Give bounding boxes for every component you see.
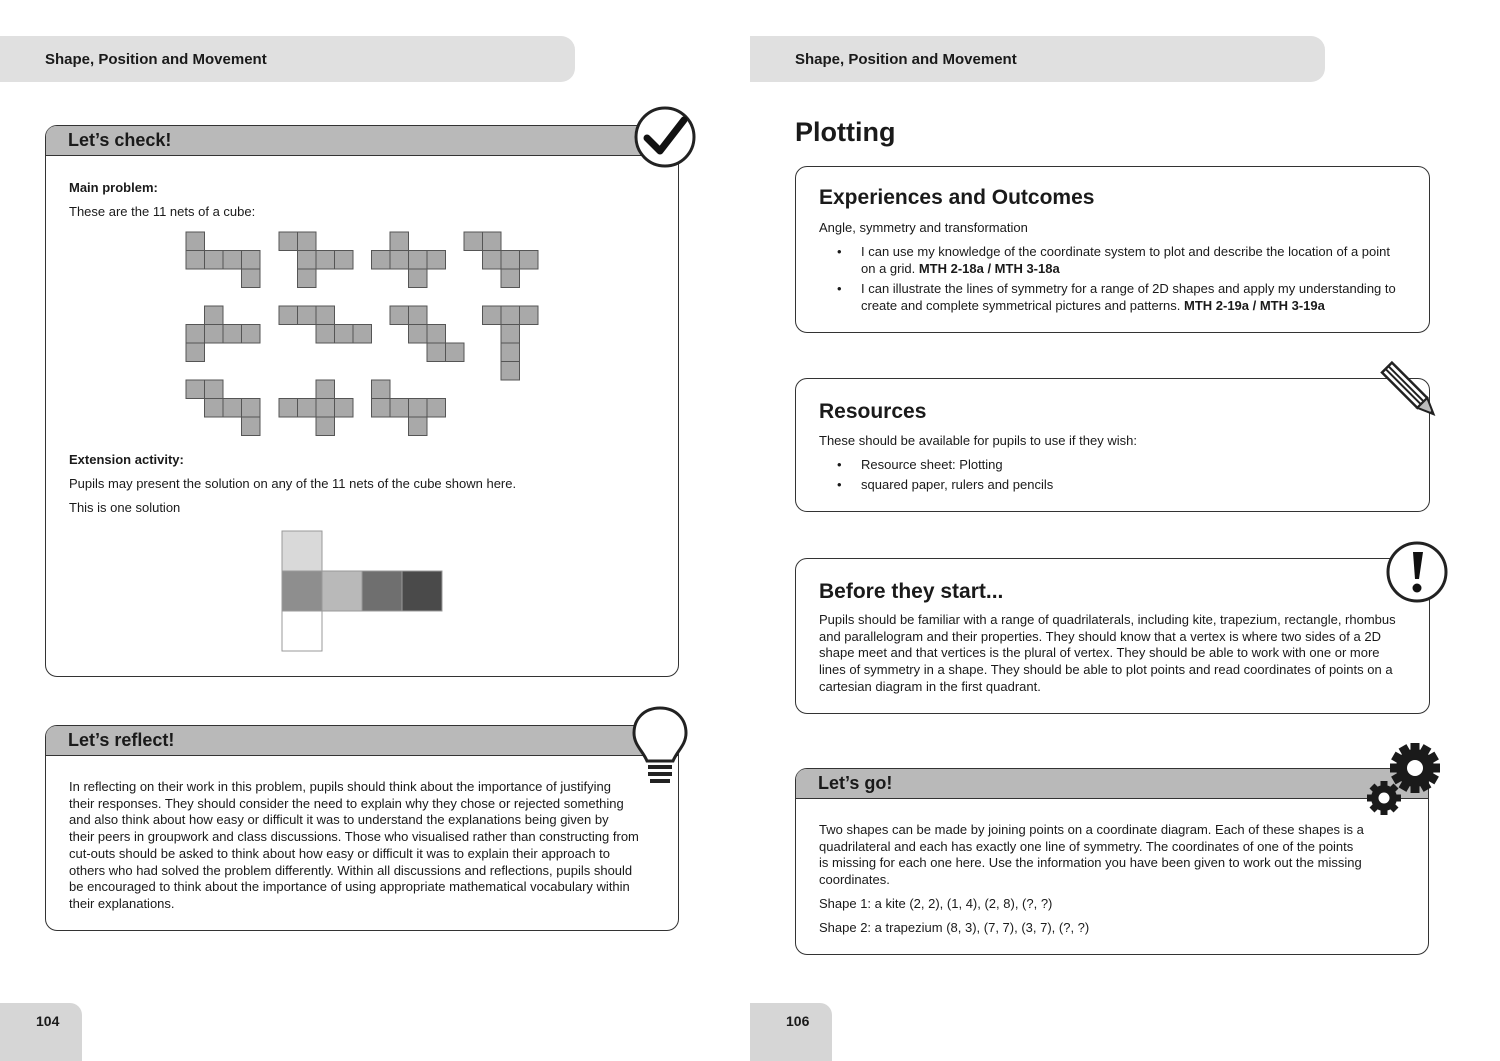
before-line: lines of symmetry in a shape. They should be able to plot points and read coordinates of points on a [819,662,1393,678]
resources-box [795,378,1430,512]
reflect-line: be encouraged to think about the importance of using appropriate mathematical vocabulary within [69,879,630,895]
reflect-line: In reflecting on their work in this problem, pupils should think about the importance of justifying [69,779,611,794]
experiences-box [795,166,1430,333]
reflect-line: their explanations. [69,895,175,911]
lets-check-box [45,125,679,677]
left-page-number-text: 104 [36,1013,60,1029]
page-title: Plotting [795,117,896,147]
go-paragraph [819,822,1419,889]
lightbulb-icon [631,705,691,785]
reflect-line: their peers in groupwork and class discussions. Those who visualised rather than constructing from [69,829,639,845]
main-problem-text: These are the 11 nets of a cube: [69,204,256,219]
before-line: cartesian diagram in the first quadrant. [819,678,1041,694]
list-item: • I can use my knowledge of the coordinate system to plot and describe the location of a point on a grid. MTH 2-18a / MTH 3-18a [837,244,1390,276]
list-item: • I can illustrate the lines of symmetry for a range of 2D shapes and apply my understanding to create and complete symmetrical pictures and patterns. MTH 2-19a / MTH 3-19a [837,281,1396,313]
lets-go-box [795,768,1429,955]
right-header-text: Shape, Position and Movement [795,50,1017,68]
checkmark-icon [634,106,696,168]
lets-go-title: Let’s go! [796,769,1428,799]
reflect-paragraph [69,779,669,913]
lets-reflect-box [45,725,679,931]
reflect-line: and also think about how easy or difficult it was to understand the explanations being given by [69,812,609,828]
shape-1-text: Shape 1: a kite (2, 2), (1, 4), (2, 8), (?, ?) [819,896,1053,911]
before-box [795,558,1430,714]
before-line: shape meet and that vertices is the plural of vertex. They should be able to work with one or more [819,645,1380,661]
list-item: • Resource sheet: Plotting [837,457,1003,472]
reflect-line: cut-outs should be asked to think about how easy or difficult it was to explain their approach to [69,845,611,861]
right-page-number-text: 106 [786,1013,810,1029]
before-title: Before they start... [819,580,1004,603]
shape-2-text: Shape 2: a trapezium (8, 3), (7, 7), (3, 7), (?, ?) [819,920,1090,935]
resources-title: Resources [819,400,927,423]
before-paragraph [819,612,1424,696]
experiences-title: Experiences and Outcomes [819,186,1095,209]
before-line: and parallelogram and their properties. They should know that a vertex is where two sides of a 2D [819,628,1381,644]
outcome-code: MTH 2-19a / MTH 3-19a [1183,297,1325,313]
resources-intro: These should be available for pupils to use if they wish: [819,433,1137,448]
main-problem-label: Main problem: [69,180,158,195]
exclamation-icon [1386,541,1448,603]
go-line: Two shapes can be made by joining points on a coordinate diagram. Each of these shapes is a [819,822,1364,837]
right-page-header [750,36,1325,82]
go-line: is missing for each one here. Use the information you have been given to work out the missing [819,855,1362,871]
experiences-list [819,244,1419,318]
resources-list [819,457,1419,498]
list-item: • squared paper, rulers and pencils [837,477,1054,493]
lets-reflect-title: Let’s reflect! [46,726,678,756]
outcome-code: MTH 2-18a / MTH 3-18a [918,260,1060,276]
solution-text: This is one solution [69,500,181,515]
go-line: quadrilateral and each has exactly one line of symmetry. The coordinates of one of the points [819,838,1354,854]
right-page-number [750,1003,832,1061]
extension-label: Extension activity: [69,452,184,467]
go-line: coordinates. [819,872,890,888]
reflect-line: their responses. They should consider the need to explain why they chose or rejected something [69,795,624,811]
left-page-header [0,36,575,82]
pencil-icon [1378,360,1444,426]
left-header-text: Shape, Position and Movement [45,50,267,68]
experiences-subtitle: Angle, symmetry and transformation [819,220,1028,235]
lets-check-title: Let’s check! [46,126,678,156]
gears-icon [1364,740,1444,820]
left-page-number [0,1003,82,1061]
extension-text: Pupils may present the solution on any of the 11 nets of the cube shown here. [69,476,517,491]
reflect-line: others who had solved the problem differently. Within all discussions and reflections, pupils should [69,862,633,878]
before-line: Pupils should be familiar with a range of quadrilaterals, including kite, trapezium, rectangle, rhombus [819,612,1396,627]
